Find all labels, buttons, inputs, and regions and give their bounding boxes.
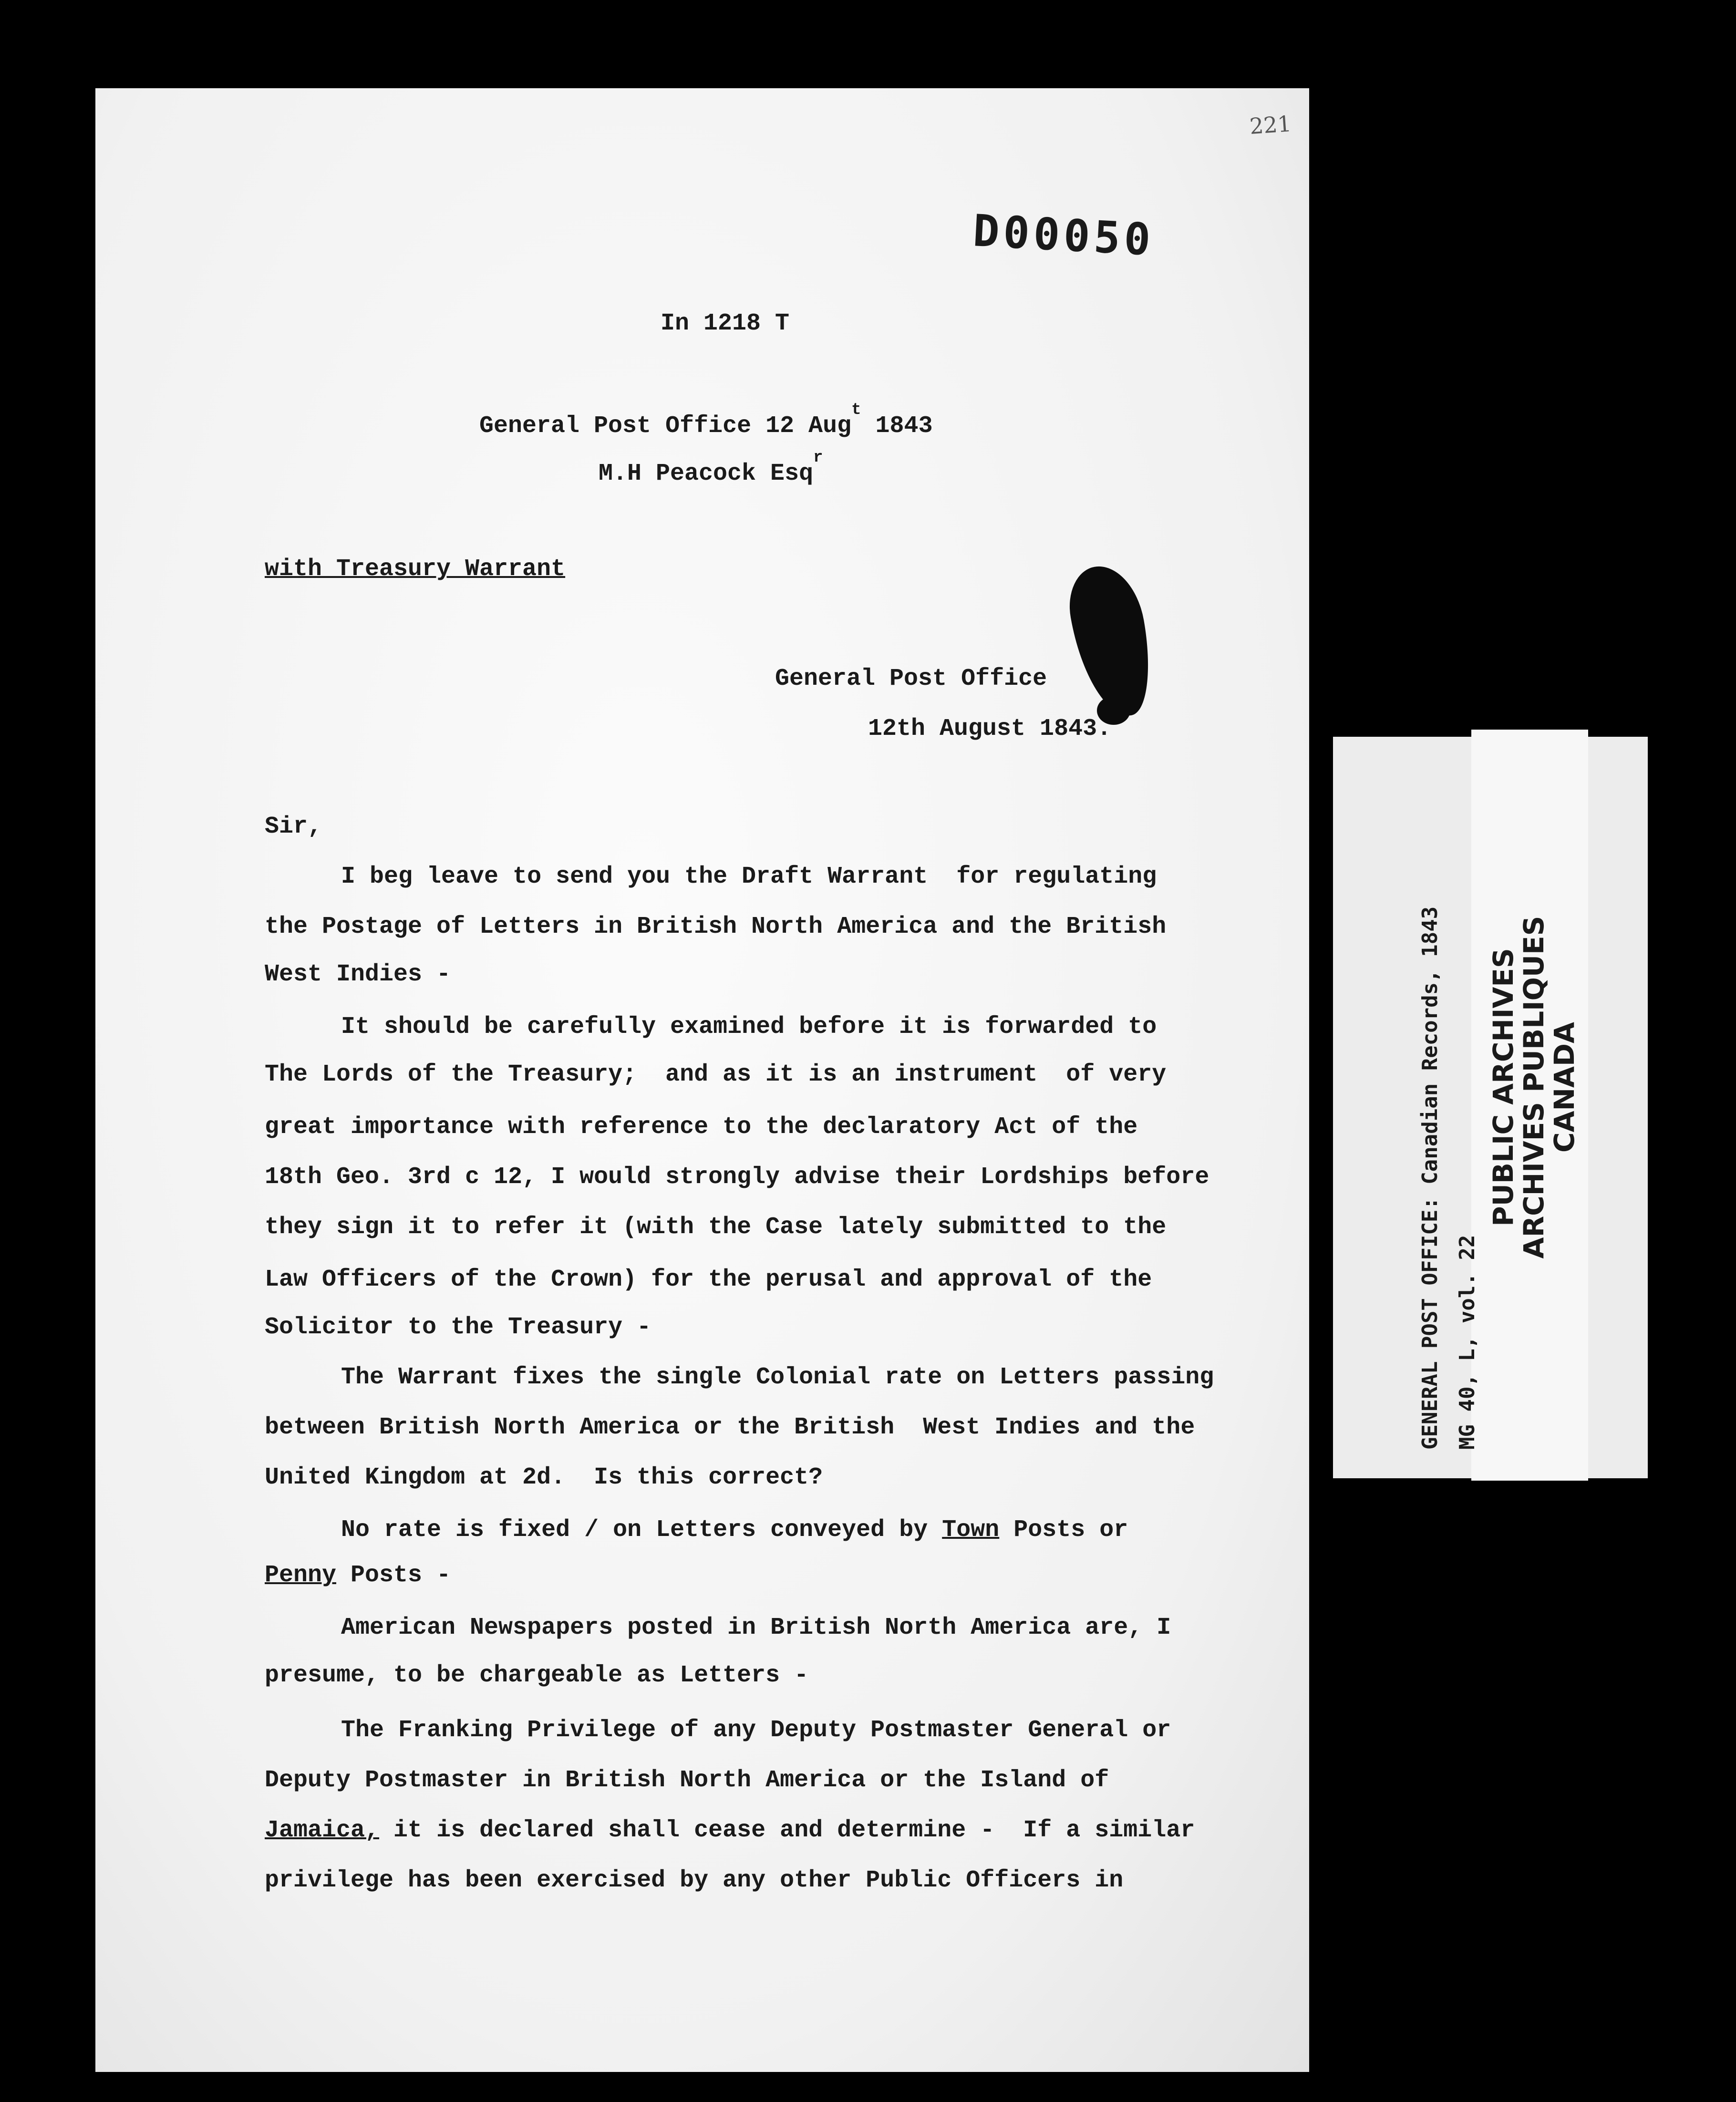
body-line: American Newspapers posted in British North America are, I	[341, 1614, 1171, 1641]
header-line-2-text: M.H Peacock Esq	[599, 460, 814, 487]
header-line-2	[599, 449, 823, 487]
underlined-word-jamaica: Jamaica,	[265, 1817, 380, 1844]
underlined-word-penny: Penny	[265, 1562, 337, 1589]
body-text: Posts -	[336, 1562, 451, 1589]
body-line	[265, 1817, 1195, 1844]
body-line: great importance with reference to the declaratory Act of the	[265, 1113, 1138, 1141]
body-line: The Franking Privilege of any Deputy Postmaster General or	[341, 1717, 1171, 1744]
body-line: The Warrant fixes the single Colonial rate on Letters passing	[341, 1364, 1214, 1391]
archive-stamp-line-3: CANADA	[1548, 1022, 1581, 1153]
archive-stamp-line-2: ARCHIVES PUBLIQUES	[1518, 916, 1550, 1259]
body-line	[341, 1516, 1128, 1544]
header-line-1-text: General Post Office 12 Aug	[479, 412, 852, 440]
stamp-number: D00050	[971, 205, 1156, 266]
body-line: the Postage of Letters in British North America and the British	[265, 913, 1167, 940]
header-line-1-year: 1843	[861, 412, 933, 440]
archive-label-text	[1412, 907, 1486, 1450]
body-line: presume, to be chargeable as Letters -	[265, 1662, 809, 1689]
salutation: Sir,	[265, 813, 322, 840]
body-line: United Kingdom at 2d. Is this correct?	[265, 1464, 823, 1491]
body-line: between British North America or the British West Indies and the	[265, 1414, 1195, 1441]
body-text: it is declared shall cease and determine - If a similar	[379, 1817, 1195, 1844]
body-line: Solicitor to the Treasury -	[265, 1314, 651, 1341]
body-line: privilege has been exercised by any other Public Officers in	[265, 1867, 1124, 1894]
address-date: 12th August 1843.	[868, 715, 1112, 742]
header-line-2-superscript: r	[813, 449, 823, 467]
body-line: Deputy Postmaster in British North America or the Island of	[265, 1767, 1109, 1794]
header-line-1	[479, 401, 933, 440]
body-line	[265, 1562, 451, 1589]
folio-number: 221	[1249, 111, 1292, 139]
heading-with-treasury-warrant: with Treasury Warrant	[265, 556, 566, 583]
address-place: General Post Office	[775, 665, 1047, 692]
archive-label-line-1: GENERAL POST OFFICE: Canadian Records, 1843	[1418, 906, 1442, 1450]
body-text: Posts or	[999, 1516, 1128, 1544]
body-text: No rate is fixed / on Letters conveyed by	[341, 1516, 942, 1544]
underlined-word-town: Town	[942, 1516, 1000, 1544]
body-line: West Indies -	[265, 961, 451, 988]
body-line: they sign it to refer it (with the Case lately submitted to the	[265, 1214, 1167, 1241]
header-line-1-superscript: t	[851, 401, 861, 419]
archive-stamp-line-1: PUBLIC ARCHIVES	[1487, 948, 1519, 1226]
body-line: The Lords of the Treasury; and as it is an instrument of very	[265, 1061, 1167, 1088]
body-line: 18th Geo. 3rd c 12, I would strongly advise their Lordships before	[265, 1164, 1209, 1191]
body-line: Law Officers of the Crown) for the perusal and approval of the	[265, 1266, 1152, 1293]
body-line: I beg leave to send you the Draft Warrant for regulating	[341, 863, 1157, 890]
reference-number: In 1218 T	[661, 310, 790, 337]
archive-stamp-text	[1488, 858, 1580, 1316]
archive-label-line-2: MG 40, L, vol. 22	[1455, 1235, 1479, 1450]
body-line: It should be carefully examined before it is forwarded to	[341, 1013, 1157, 1041]
